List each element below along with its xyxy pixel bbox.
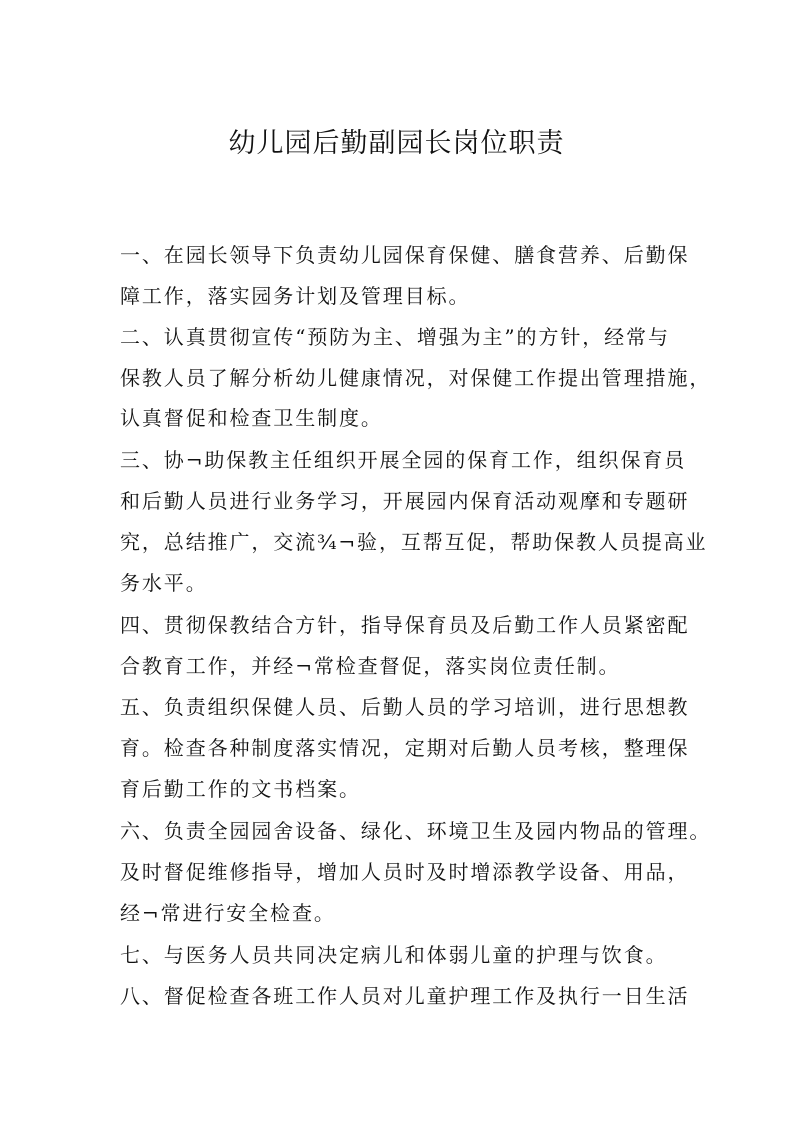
text-line: 一、在园长领导下负责幼儿园保育保健、膳食营养、后勤保	[120, 243, 690, 267]
text-line: 保教人员了解分析幼儿健康情况，对保健工作提出管理措施，	[120, 366, 712, 390]
text-line: 障工作，落实园务计划及管理目标。	[120, 284, 471, 308]
text-line: 七、与医务人员共同决定病儿和体弱儿童的护理与饮食。	[120, 943, 668, 967]
document-title: 幼儿园后勤副园长岗位职责	[228, 128, 565, 159]
text-line: 育后勤工作的文书档案。	[120, 777, 361, 801]
text-line: 三、协¬助保教主任组织开展全园的保育工作，组织保育员	[120, 448, 687, 472]
text-line: 四、贯彻保教结合方针，指导保育员及后勤工作人员紧密配	[120, 613, 690, 637]
text-line: 合教育工作，并经¬常检查督促，落实岗位责任制。	[120, 654, 621, 678]
text-line: 认真督促和检查卫生制度。	[120, 406, 383, 430]
text-line: 及时督促维修指导，增加人员时及时增添教学设备、用品，	[120, 860, 690, 884]
text-line: 二、认真贯彻宣传“预防为主、增强为主”的方针，经常与	[120, 325, 670, 349]
text-line: 究，总结推广，交流¾¬验，互帮互促，帮助保教人员提高业	[120, 530, 708, 554]
text-line: 育。检查各种制度落实情况，定期对后勤人员考核，整理保	[120, 736, 690, 760]
text-line: 六、负责全园园舍设备、绿化、环境卫生及园内物品的管理。	[120, 819, 712, 843]
text-line: 和后勤人员进行业务学习，开展园内保育活动观摩和专题研	[120, 489, 690, 513]
text-line: 务水平。	[120, 571, 208, 595]
text-line: 经¬常进行安全检查。	[120, 901, 336, 925]
text-line: 五、负责组织保健人员、后勤人员的学习培训，进行思想教	[120, 695, 690, 719]
text-line: 八、督促检查各班工作人员对儿童护理工作及执行一日生活	[120, 984, 690, 1008]
